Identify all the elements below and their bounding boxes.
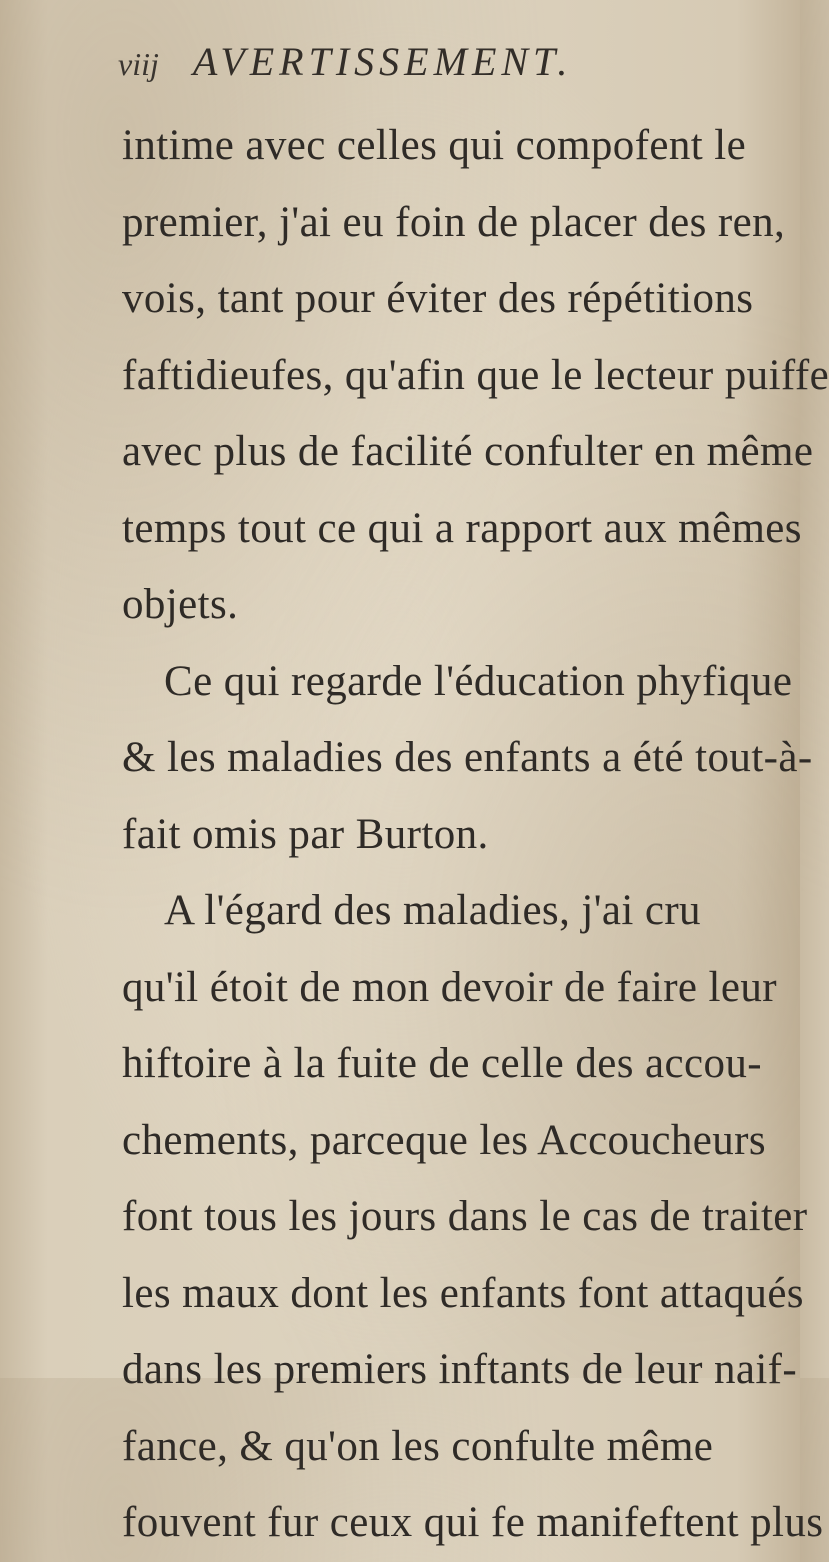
running-head: AVERTISSEMENT. bbox=[192, 39, 573, 84]
text-line: dans les premiers inftants de leur naif- bbox=[122, 1346, 798, 1393]
text-line: avec plus de facilité confulter en même bbox=[122, 428, 814, 475]
text-line: objets. bbox=[122, 581, 239, 628]
text-line: fouvent fur ceux qui fe manifeftent plus bbox=[122, 1499, 824, 1546]
text-line: chements, parceque les Accoucheurs bbox=[122, 1116, 766, 1164]
page-header bbox=[118, 38, 718, 108]
body-text bbox=[122, 108, 829, 1562]
page-number: viij bbox=[118, 46, 159, 82]
text-line: les maux dont les enfants font attaqués bbox=[122, 1269, 804, 1317]
text-line: hiftoire à la fuite de celle des accou- bbox=[122, 1040, 762, 1087]
text-line: temps tout ce qui a rapport aux mêmes bbox=[122, 504, 802, 552]
text-line: fait omis par Burton. bbox=[122, 810, 489, 858]
text-line: vois, tant pour éviter des répétitions bbox=[122, 275, 754, 322]
text-line: font tous les jours dans le cas de traiter bbox=[122, 1193, 808, 1240]
text-line: faftidieufes, qu'afin que le lecteur puiffe bbox=[122, 351, 829, 399]
text-line: A l'égard des maladies, j'ai cru bbox=[164, 887, 701, 934]
text-line: intime avec celles qui compofent le bbox=[122, 122, 747, 169]
text-line: premier, j'ai eu foin de placer des ren, bbox=[122, 198, 786, 246]
text-line: & les maladies des enfants a été tout-à- bbox=[122, 734, 813, 781]
text-line: qu'il étoit de mon devoir de faire leur bbox=[122, 963, 777, 1011]
text-line: fance, & qu'on les confulte même bbox=[122, 1422, 714, 1470]
text-line: Ce qui regarde l'éducation phyfique bbox=[164, 657, 793, 705]
